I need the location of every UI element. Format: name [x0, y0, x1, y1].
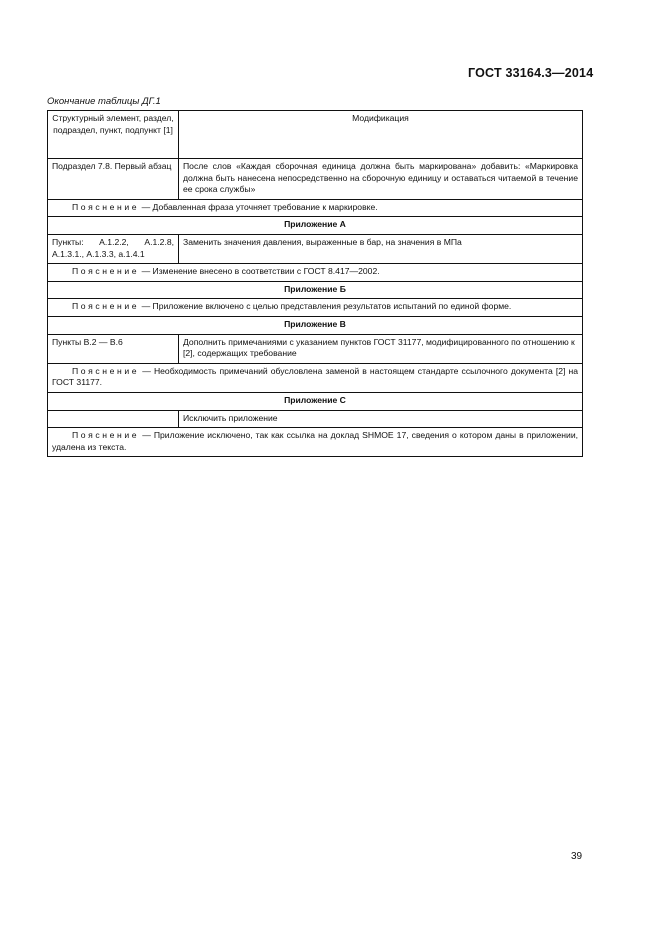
note-label: Пояснение — [72, 266, 140, 277]
modification-cell: После слов «Каждая сборочная единица должна быть маркирована» добавить: «Маркировка должна быть нанесена непосредственно на сборочную единицу и оставаться читаемой в течение ее срока службы» — [179, 159, 583, 200]
note-cell — [48, 363, 583, 392]
note-row — [48, 199, 583, 217]
section-row — [48, 281, 583, 299]
note-label: Пояснение — [72, 301, 140, 312]
table-header-row — [48, 111, 583, 159]
note-text: — Изменение внесено в соответствии с ГОСТ 8.417—2002. — [141, 266, 380, 277]
modification-cell: Исключить приложение — [179, 410, 583, 428]
structural-element-cell — [48, 410, 179, 428]
section-title: Приложение В — [48, 316, 583, 334]
note-row — [48, 264, 583, 282]
page-number: 39 — [571, 851, 583, 862]
structural-element-cell: Подраздел 7.8. Первый абзац — [48, 159, 179, 200]
note-cell — [48, 199, 583, 217]
note-text: — Приложение включено с целью представления результатов испытаний по единой форме. — [141, 301, 512, 312]
note-text: — Приложение исключено, так как ссылка на доклад SHMOE 17, сведения о котором даны в приложении, удалена из текста. — [52, 430, 579, 452]
structural-element-cell: Пункты: А.1.2.2, А.1.2.8, А.1.3.1., А.1.3.3, а.1.4.1 — [48, 234, 179, 263]
section-row — [48, 316, 583, 334]
modification-cell: Заменить значения давления, выраженные в бар, на значения в МПа — [179, 234, 583, 263]
modification-table — [47, 110, 583, 457]
note-row — [48, 299, 583, 317]
note-label: Пояснение — [72, 201, 140, 212]
table-caption: Окончание таблицы ДГ.1 — [47, 96, 161, 107]
note-cell — [48, 299, 583, 317]
section-title: Приложение С — [48, 392, 583, 410]
note-row — [48, 428, 583, 457]
note-label: Пояснение — [72, 430, 140, 441]
table-row — [48, 410, 583, 428]
section-row — [48, 217, 583, 235]
document-header: ГОСТ 33164.3—2014 — [468, 66, 594, 80]
section-title: Приложение А — [48, 217, 583, 235]
modification-cell: Дополнить примечаниями с указанием пунктов ГОСТ 31177, модифицированного по отношению к [2], содержащих требование — [179, 334, 583, 363]
note-cell — [48, 428, 583, 457]
table-row — [48, 334, 583, 363]
section-row — [48, 392, 583, 410]
section-title: Приложение Б — [48, 281, 583, 299]
note-text: — Необходимость примечаний обусловлена заменой в настоящем стандарте ссылочного документа [2] на ГОСТ 31177. — [52, 365, 578, 388]
note-cell — [48, 264, 583, 282]
note-label: Пояснение — [72, 365, 140, 376]
note-text: — Добавленная фраза уточняет требование к маркировке. — [141, 201, 378, 212]
table-row — [48, 234, 583, 263]
note-row — [48, 363, 583, 392]
column-header-modification: Модификация — [179, 111, 583, 159]
column-header-element: Структурный элемент, раздел, подраздел, пункт, подпункт [1] — [48, 111, 179, 159]
table-row — [48, 159, 583, 200]
structural-element-cell: Пункты В.2 — В.6 — [48, 334, 179, 363]
